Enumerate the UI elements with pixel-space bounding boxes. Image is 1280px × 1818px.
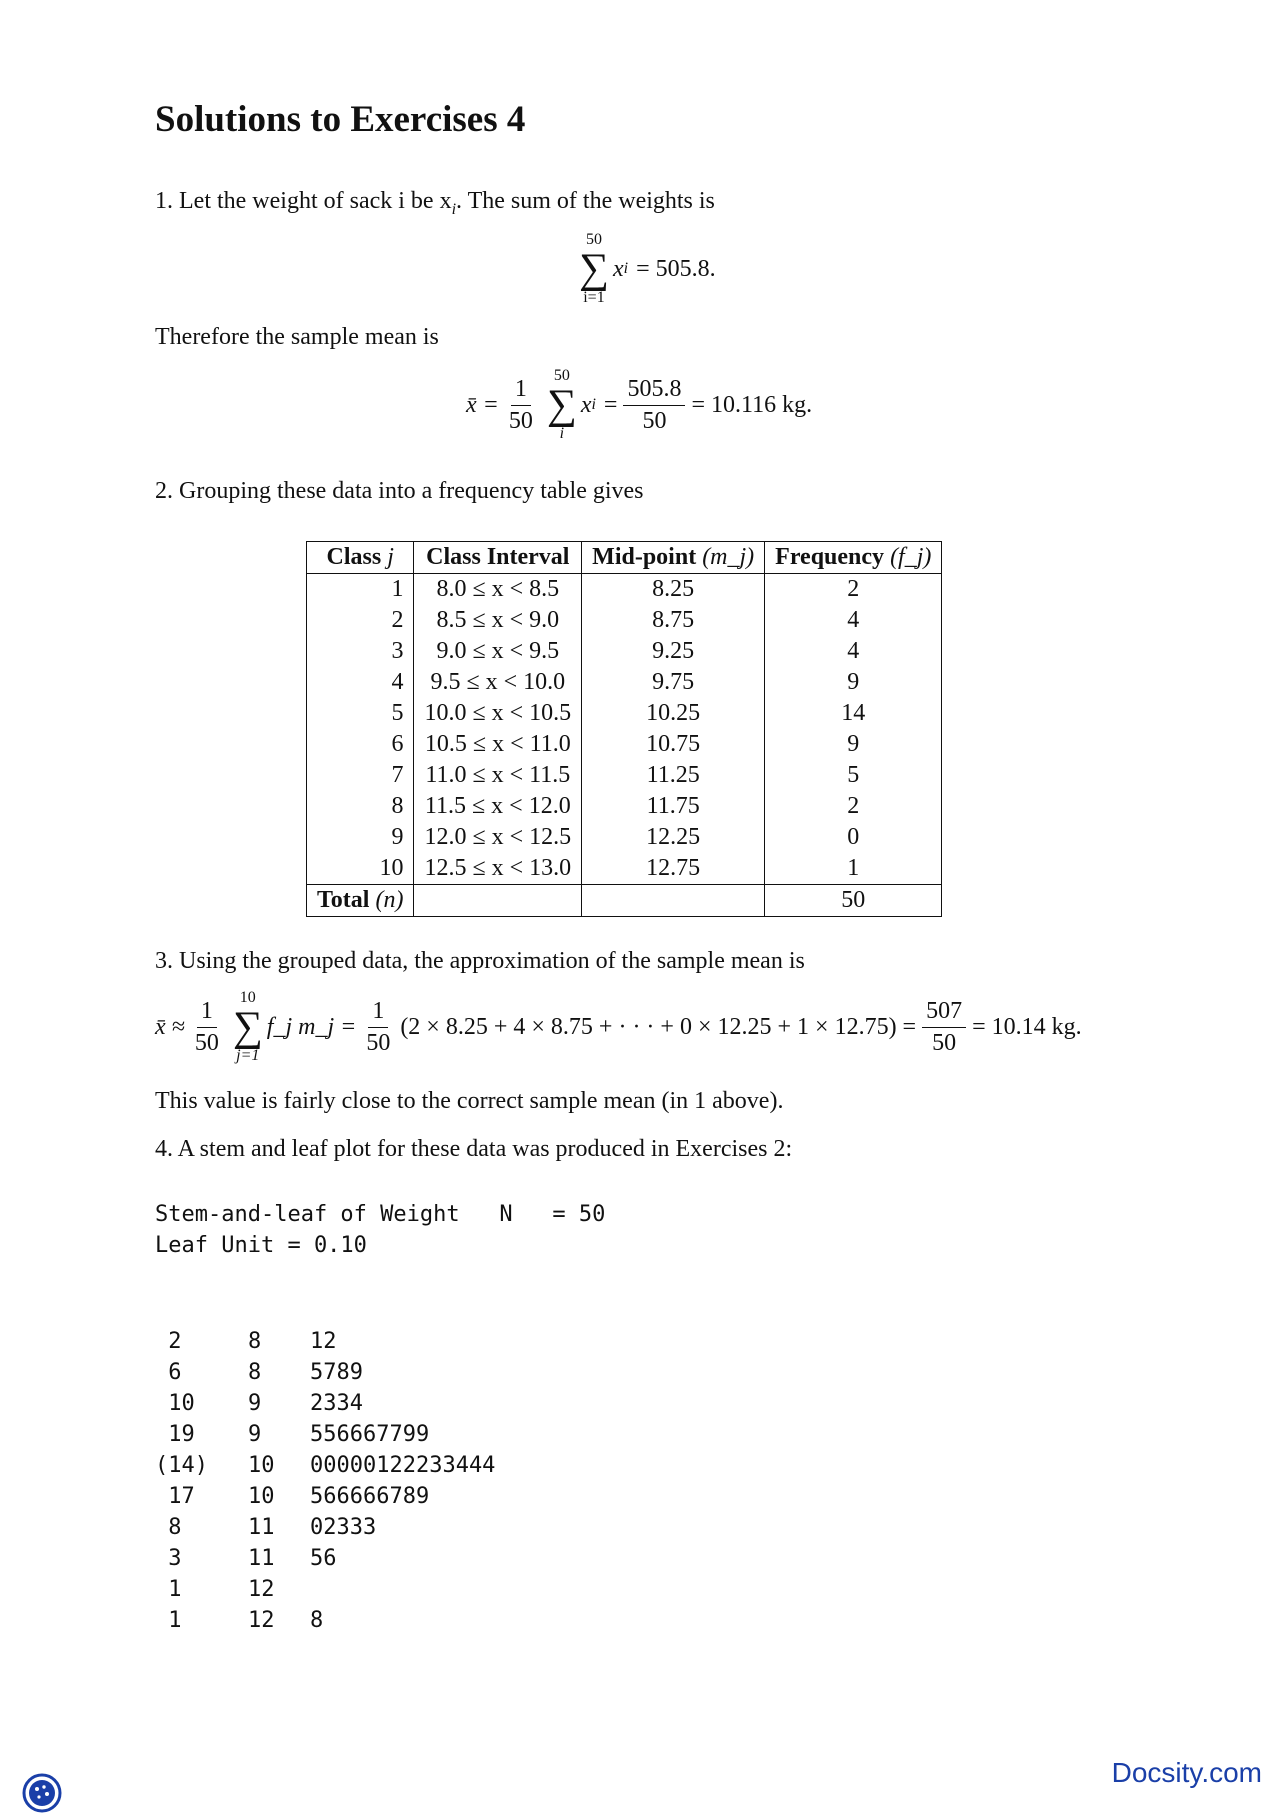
depth-cell: 6 — [155, 1360, 182, 1385]
stem-cell: 11 — [248, 1546, 275, 1571]
q2-intro: 2. Grouping these data into a frequency table gives — [155, 478, 644, 504]
q3-equation — [155, 990, 1082, 1064]
header-class — [307, 542, 414, 574]
header-freq-label: Frequency — [775, 544, 891, 570]
leaf-cell: 2334 — [310, 1391, 363, 1416]
interval-cell: 8.0 ≤ x < 8.5 — [414, 574, 582, 606]
midpoint-cell: 11.25 — [582, 760, 765, 791]
stem-cell: 11 — [248, 1515, 275, 1540]
frequency-cell: 9 — [765, 729, 942, 760]
interval-cell: 9.5 ≤ x < 10.0 — [414, 667, 582, 698]
total-empty-cell — [414, 885, 582, 917]
header-freq-var: (f_j) — [890, 544, 932, 570]
depth-cell: 1 — [155, 1608, 182, 1633]
total-empty-cell — [582, 885, 765, 917]
interval-cell: 10.0 ≤ x < 10.5 — [414, 698, 582, 729]
stem-cell: 8 — [248, 1360, 262, 1385]
docsity-logo-icon — [22, 1773, 62, 1813]
class-cell: 1 — [307, 574, 414, 606]
interval-cell: 11.0 ≤ x < 11.5 — [414, 760, 582, 791]
class-cell: 2 — [307, 605, 414, 636]
stem-leaf-header-2: Leaf Unit = 0.10 — [155, 1233, 367, 1258]
leaf-cell: 566666789 — [310, 1484, 430, 1509]
q1-frac2 — [623, 376, 685, 434]
depth-cell: 10 — [155, 1391, 195, 1416]
frequency-cell: 2 — [765, 574, 942, 606]
sigma-symbol: ∑ — [546, 382, 577, 428]
interval-cell: 11.5 ≤ x < 12.0 — [414, 791, 582, 822]
header-mid-var: (m_j) — [702, 544, 755, 570]
stem-leaf-header-1: Stem-and-leaf of Weight N = 50 — [155, 1202, 606, 1227]
q1-sum-var: x — [612, 255, 624, 282]
q3-sum-lower: j=1 — [236, 1047, 260, 1064]
frequency-cell: 9 — [765, 667, 942, 698]
q1-mean-var-sub: i — [591, 396, 596, 413]
q3-lhs: x̄ ≈ — [155, 1013, 185, 1040]
stem-cell: 12 — [248, 1608, 275, 1633]
midpoint-cell: 8.75 — [582, 605, 765, 636]
total-var: (n) — [375, 887, 404, 913]
midpoint-cell: 10.25 — [582, 698, 765, 729]
midpoint-cell: 9.25 — [582, 636, 765, 667]
q1-sum-result: = 505.8. — [636, 255, 716, 282]
interval-cell: 12.0 ≤ x < 12.5 — [414, 822, 582, 853]
leaf-cell: 56 — [310, 1546, 337, 1571]
stem-cell: 10 — [248, 1453, 275, 1478]
q1-sum-equation — [575, 232, 716, 306]
class-cell: 7 — [307, 760, 414, 791]
class-cell: 10 — [307, 853, 414, 885]
frequency-cell: 4 — [765, 636, 942, 667]
stem-cell: 10 — [248, 1484, 275, 1509]
depth-cell: 2 — [155, 1329, 182, 1354]
q1-frac1-num: 1 — [511, 376, 531, 405]
interval-cell: 10.5 ≤ x < 11.0 — [414, 729, 582, 760]
frequency-cell: 0 — [765, 822, 942, 853]
q3-intro: 3. Using the grouped data, the approximation of the sample mean is — [155, 948, 805, 974]
midpoint-cell: 11.75 — [582, 791, 765, 822]
header-mid — [582, 542, 765, 574]
q3-term: f_j m_j = — [266, 1013, 357, 1040]
class-cell: 3 — [307, 636, 414, 667]
q3-frac3-den: 50 — [932, 1029, 957, 1056]
header-freq — [765, 542, 942, 574]
frequency-cell: 1 — [765, 853, 942, 885]
q1-intro-sub: i — [451, 200, 457, 218]
frequency-cell: 5 — [765, 760, 942, 791]
header-mid-label: Mid-point — [592, 544, 703, 570]
q1-mean-lower: i — [559, 425, 565, 442]
total-label-cell — [307, 885, 414, 917]
table-row — [307, 574, 942, 606]
leaf-cell: 00000122233444 — [310, 1453, 496, 1478]
stem-cell: 9 — [248, 1422, 262, 1447]
leaf-cell: 02333 — [310, 1515, 377, 1540]
q1-intro-end: . The sum of the weights is — [456, 188, 715, 214]
table-header-row — [307, 542, 942, 574]
stem-cell: 12 — [248, 1577, 275, 1602]
midpoint-cell: 8.25 — [582, 574, 765, 606]
frequency-cell: 4 — [765, 605, 942, 636]
total-value: 50 — [765, 885, 942, 917]
depth-cell: 17 — [155, 1484, 195, 1509]
table-row — [307, 791, 942, 822]
class-cell: 6 — [307, 729, 414, 760]
q1-mean-upper: 50 — [553, 367, 570, 384]
table-row — [307, 698, 942, 729]
class-cell: 9 — [307, 822, 414, 853]
leaf-cell: 8 — [310, 1608, 324, 1633]
q3-frac3 — [922, 998, 966, 1056]
q1-sum-var-sub: i — [623, 260, 629, 277]
sigma-symbol: ∑ — [232, 1004, 263, 1050]
q4-intro: 4. A stem and leaf plot for these data was produced in Exercises 2: — [155, 1136, 793, 1162]
q1-mean-lhs: x̄ = — [466, 391, 499, 418]
q3-frac3-num: 507 — [922, 998, 966, 1027]
q1-summation — [579, 232, 609, 306]
depth-cell: 19 — [155, 1422, 195, 1447]
header-class-var: j — [387, 544, 394, 570]
q1-sum-upper: 50 — [585, 231, 602, 248]
table-total-row — [307, 885, 942, 917]
q1-mean-var: x — [580, 391, 592, 418]
q3-result: = 10.14 kg. — [972, 1013, 1082, 1040]
depth-cell: 1 — [155, 1577, 182, 1602]
docsity-brand-link[interactable]: Docsity.com — [1111, 1757, 1262, 1788]
midpoint-cell: 9.75 — [582, 667, 765, 698]
table-row — [307, 605, 942, 636]
stem-cell: 9 — [248, 1391, 262, 1416]
midpoint-cell: 10.75 — [582, 729, 765, 760]
table-row — [307, 729, 942, 760]
interval-cell: 9.0 ≤ x < 9.5 — [414, 636, 582, 667]
midpoint-cell: 12.75 — [582, 853, 765, 885]
class-cell: 5 — [307, 698, 414, 729]
q1-sum-lower: i=1 — [583, 289, 605, 306]
q3-sum-upper: 10 — [239, 989, 256, 1006]
table-row — [307, 853, 942, 885]
frequency-cell: 2 — [765, 791, 942, 822]
q3-frac2-den: 50 — [366, 1029, 391, 1056]
frequency-cell: 14 — [765, 698, 942, 729]
leaf-cell: 5789 — [310, 1360, 363, 1385]
q1-mean-summation — [547, 368, 577, 442]
q1-mean-equation — [466, 368, 812, 442]
q3-frac1-num: 1 — [197, 998, 217, 1027]
midpoint-cell: 12.25 — [582, 822, 765, 853]
class-cell: 8 — [307, 791, 414, 822]
table-row — [307, 760, 942, 791]
header-interval: Class Interval — [414, 542, 582, 574]
q3-expansion: (2 × 8.25 + 4 × 8.75 + · · · + 0 × 12.25 + 1 × 12.75) = — [400, 1013, 917, 1040]
stem-cell: 8 — [248, 1329, 262, 1354]
frequency-table — [306, 541, 942, 917]
table-row — [307, 636, 942, 667]
q3-summation — [233, 990, 263, 1064]
q1-frac1 — [505, 376, 537, 434]
q3-frac2 — [362, 998, 394, 1056]
depth-cell: (14) — [155, 1453, 208, 1478]
q1-frac2-den: 50 — [642, 407, 667, 434]
class-cell: 4 — [307, 667, 414, 698]
q1-mean-intro: Therefore the sample mean is — [155, 324, 439, 350]
leaf-cell: 12 — [310, 1329, 337, 1354]
interval-cell: 8.5 ≤ x < 9.0 — [414, 605, 582, 636]
q1-frac2-num: 505.8 — [623, 376, 685, 405]
page-title: Solutions to Exercises 4 — [155, 99, 526, 140]
table-row — [307, 667, 942, 698]
q1-mean-eq: = — [603, 391, 618, 418]
q1-mean-result: = 10.116 kg. — [691, 391, 813, 418]
interval-cell: 12.5 ≤ x < 13.0 — [414, 853, 582, 885]
depth-cell: 3 — [155, 1546, 182, 1571]
total-label: Total — [317, 887, 376, 913]
table-row — [307, 822, 942, 853]
sigma-symbol: ∑ — [579, 246, 609, 292]
header-class-label: Class — [326, 544, 388, 570]
q3-frac2-num: 1 — [368, 998, 388, 1027]
q1-frac1-den: 50 — [508, 407, 533, 434]
leaf-cell: 556667799 — [310, 1422, 430, 1447]
q3-note: This value is fairly close to the correct sample mean (in 1 above). — [155, 1088, 784, 1114]
q1-intro-text: 1. Let the weight of sack i be x — [155, 188, 452, 214]
q3-frac1 — [191, 998, 223, 1056]
q1-intro — [155, 188, 715, 219]
q3-frac1-den: 50 — [194, 1029, 219, 1056]
depth-cell: 8 — [155, 1515, 182, 1540]
